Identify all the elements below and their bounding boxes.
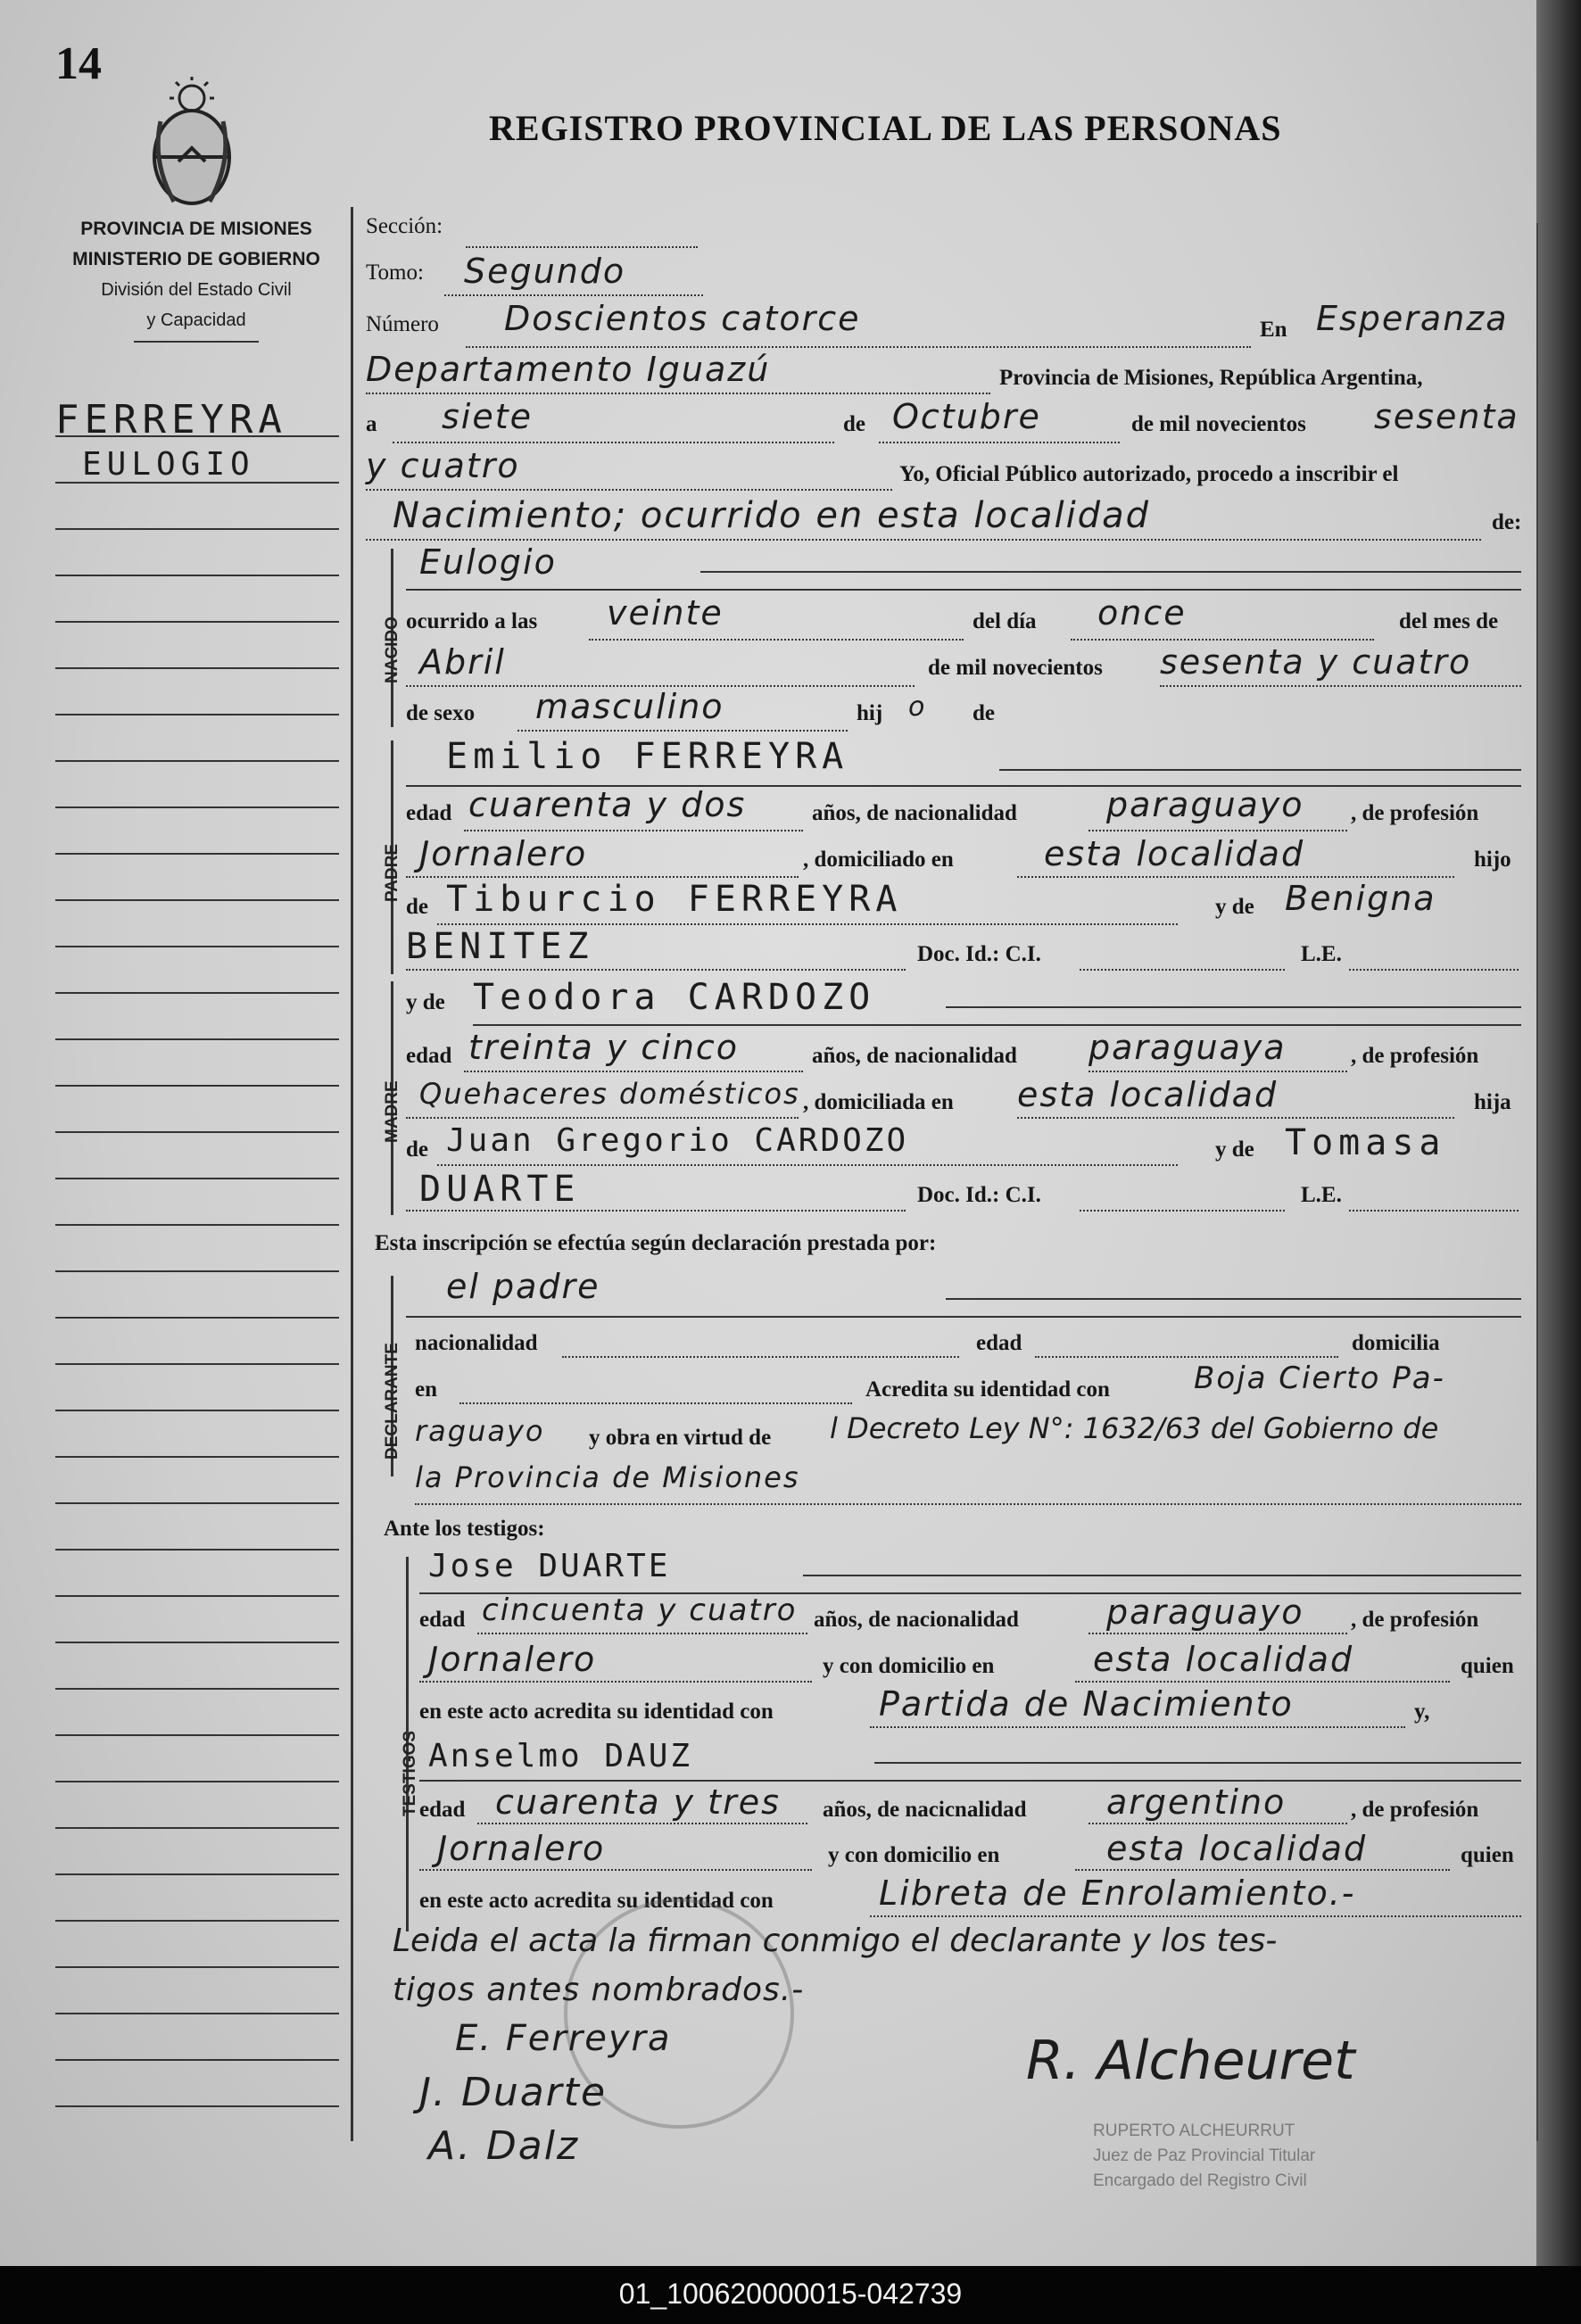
padre-profesion-line xyxy=(406,876,799,878)
testigo1-acredita-label: en este acto acredita su identidad con xyxy=(419,1700,774,1724)
madre-profesion-line xyxy=(406,1117,799,1119)
madre-edad-line xyxy=(464,1071,803,1072)
province-name: PROVINCIA DE MISIONES xyxy=(80,219,312,239)
padre-doc-label: Doc. Id.: C.I. xyxy=(917,942,1041,966)
madre-hija-label: hija xyxy=(1474,1090,1511,1114)
stamp-role: Encargado del Registro Civil xyxy=(1093,2171,1307,2190)
madre-nacionalidad-line xyxy=(1088,1071,1347,1072)
nacido-anio-value: sesenta y cuatro xyxy=(1160,642,1472,682)
madre-domicilio-line xyxy=(1017,1117,1454,1119)
abuelo-paterno-value: Tiburcio FERREYRA xyxy=(446,879,903,920)
anio-value: sesenta xyxy=(1374,397,1519,436)
margin-rule-line xyxy=(55,760,339,762)
abuela-paterna-value: Benigna xyxy=(1285,879,1436,918)
agency-block xyxy=(45,214,348,343)
padre-nacionalidad-value: paraguayo xyxy=(1106,785,1304,824)
margin-rule-line xyxy=(55,1270,339,1272)
declaracion-intro: Esta inscripción se efectúa según declaración prestada por: xyxy=(375,1231,937,1255)
margin-divider xyxy=(351,207,353,2141)
declarante-side-label: DECLARANTE xyxy=(383,1343,401,1460)
madre-domicilio-value: esta localidad xyxy=(1017,1075,1279,1114)
madre-edad-value: treinta y cinco xyxy=(468,1028,740,1067)
ministry-name: MINISTERIO DE GOBIERNO xyxy=(72,249,320,269)
declarante-acredita-value-cont: raguayo xyxy=(415,1414,545,1448)
padre-y-de-label: y de xyxy=(1215,895,1254,919)
padre-edad-value: cuarenta y dos xyxy=(468,785,747,824)
mes-value: Octubre xyxy=(892,397,1041,436)
testigo2-nombre: Anselmo DAUZ xyxy=(428,1738,693,1774)
signature-testigo-1: J. Duarte xyxy=(419,2070,608,2115)
declarante-virtud-value-cont: la Provincia de Misiones xyxy=(415,1460,800,1494)
declarante-acredita-label: Acredita su identidad con xyxy=(865,1377,1110,1402)
testigo1-acredita-value: Partida de Nacimiento xyxy=(879,1684,1294,1724)
anio-value-cont: y cuatro xyxy=(366,446,520,485)
testigo1-edad-line xyxy=(477,1633,807,1634)
tomo-value: Segundo xyxy=(464,252,626,291)
stamp-title: Juez de Paz Provincial Titular xyxy=(1093,2146,1316,2165)
margin-rule-line xyxy=(55,1873,339,1875)
declarante-virtud-line xyxy=(415,1503,1521,1505)
madre-y-de-label: y de xyxy=(406,990,445,1014)
hora-line xyxy=(589,639,964,641)
stamp-name: RUPERTO ALCHEURRUT xyxy=(1093,2121,1295,2140)
madre-profesion-label: , de profesión xyxy=(1351,1044,1479,1068)
mil-label: de mil novecientos xyxy=(1131,412,1306,436)
closing-line-1: Leida el acta la firman conmigo el declarante y los tes- xyxy=(393,1923,1278,1959)
nacido-side-label: NACIDO xyxy=(383,616,401,683)
padre-anios-label: años, de nacionalidad xyxy=(812,801,1017,825)
declarante-en-line xyxy=(459,1402,852,1404)
testigo2-domicilio-value: esta localidad xyxy=(1106,1829,1368,1868)
testigo2-anios-label: años, de nacicnalidad xyxy=(823,1798,1027,1822)
padre-de-label: de xyxy=(406,895,428,919)
page-number: 14 xyxy=(55,38,102,89)
testigo1-domicilio-line xyxy=(1075,1681,1450,1683)
padre-domiciliado-label: , domiciliado en xyxy=(803,848,954,872)
margin-rule-line xyxy=(55,1502,339,1504)
margin-rule-line xyxy=(55,1781,339,1782)
tomo-line xyxy=(444,294,703,296)
a-label: a xyxy=(366,412,377,436)
division-name: División del Estado Civil xyxy=(101,280,292,300)
margin-rule-line xyxy=(55,1920,339,1922)
testigo2-profesion-line xyxy=(419,1869,812,1871)
testigos-y-label: y, xyxy=(1414,1700,1430,1724)
del-dia-label: del día xyxy=(973,609,1037,633)
testigo2-acredita-line xyxy=(870,1915,1521,1917)
testigo1-edad-label: edad xyxy=(419,1608,466,1632)
abuela-paterna-line xyxy=(406,969,906,971)
margin-rule-line xyxy=(55,2059,339,2061)
dia-line xyxy=(393,442,834,443)
padre-hijo-label: hijo xyxy=(1474,848,1511,872)
margin-rule-line xyxy=(55,1734,339,1736)
testigo1-domicilio-label: y con domicilio en xyxy=(823,1654,995,1678)
en-label: En xyxy=(1260,318,1287,342)
hijo-label: hij xyxy=(857,701,883,725)
margin-rule-line xyxy=(55,1224,339,1226)
nacido-dia-value: once xyxy=(1097,593,1187,633)
seccion-label: Sección: xyxy=(366,214,443,238)
right-border xyxy=(1536,223,1538,2141)
testigo2-edad-line xyxy=(477,1823,807,1824)
declarante-en-label: en xyxy=(415,1377,437,1402)
declarante-nombre: el padre xyxy=(446,1267,600,1306)
declarante-nacionalidad-line xyxy=(562,1356,959,1358)
agency-divider xyxy=(134,341,259,343)
document-title: REGISTRO PROVINCIAL DE LAS PERSONAS xyxy=(489,108,1282,148)
nacido-dia-line xyxy=(1071,639,1374,641)
acto-value: Nacimiento; ocurrido en esta localidad xyxy=(393,495,1150,536)
padre-edad-line xyxy=(464,830,803,831)
testigo2-edad-value: cuarenta y tres xyxy=(495,1782,781,1822)
testigo2-quien-label: quien xyxy=(1461,1843,1514,1867)
margin-rule-line xyxy=(55,1363,339,1365)
madre-le-label: L.E. xyxy=(1301,1183,1342,1207)
margin-rule-line xyxy=(55,1178,339,1179)
nacido-nombre-line xyxy=(700,571,1521,573)
sexo-value: masculino xyxy=(535,687,724,726)
padre-side-label: PADRE xyxy=(383,843,401,902)
numero-label: Número xyxy=(366,312,439,336)
madre-y-de2-label: y de xyxy=(1215,1137,1254,1162)
signature-testigo-2: A. Dalz xyxy=(428,2123,580,2169)
margin-rule-line xyxy=(55,1410,339,1411)
de-colon-label: de: xyxy=(1492,510,1522,534)
testigo2-domicilio-label: y con domicilio en xyxy=(828,1843,1000,1867)
padre-profesion-label: , de profesión xyxy=(1351,801,1479,825)
nacido-de-label: de xyxy=(973,701,995,725)
madre-profesion-value: Quehaceres domésticos xyxy=(419,1077,800,1111)
padre-profesion-value: Jornalero xyxy=(419,834,588,873)
madre-anios-label: años, de nacionalidad xyxy=(812,1044,1017,1068)
testigo1-nombre-line xyxy=(803,1575,1521,1576)
margin-rule-line xyxy=(55,575,339,576)
testigo2-profesion-value: Jornalero xyxy=(437,1829,606,1868)
nacido-nombre-line2 xyxy=(406,589,1521,591)
abuela-materna-value-cont: DUARTE xyxy=(419,1169,581,1210)
testigo2-edad-label: edad xyxy=(419,1798,466,1822)
padre-edad-label: edad xyxy=(406,801,452,825)
numero-line xyxy=(466,346,1251,348)
testigo1-nacionalidad-line xyxy=(1088,1633,1347,1634)
madre-nacionalidad-value: paraguaya xyxy=(1088,1028,1287,1067)
margin-rule-line xyxy=(55,2105,339,2107)
padre-nombre-line xyxy=(999,769,1521,771)
book-spine xyxy=(1536,0,1581,2266)
abuela-materna-value: Tomasa xyxy=(1285,1122,1446,1163)
mes-line xyxy=(879,442,1120,443)
testigo1-nombre: Jose DUARTE xyxy=(428,1548,671,1584)
margin-rule-line xyxy=(55,946,339,947)
ocurrido-label: ocurrido a las xyxy=(406,609,538,633)
testigo1-domicilio-value: esta localidad xyxy=(1093,1640,1354,1679)
margin-rule-line xyxy=(55,2013,339,2014)
margin-surname: FERREYRA xyxy=(55,397,287,442)
margin-rule-line xyxy=(55,1549,339,1551)
abuelo-paterno-line xyxy=(437,923,1178,925)
padre-nombre: Emilio FERREYRA xyxy=(446,736,849,777)
padre-domicilio-line xyxy=(1017,876,1454,878)
margin-rule-line xyxy=(55,482,339,484)
signature-official: R. Alcheuret xyxy=(1026,2030,1355,2092)
testigo2-nacionalidad-line xyxy=(1088,1823,1347,1824)
madre-domiciliada-label: , domiciliada en xyxy=(803,1090,954,1114)
margin-rule-line xyxy=(55,992,339,994)
localidad-value: Esperanza xyxy=(1316,299,1509,338)
declarante-domicilia-label: domicilia xyxy=(1352,1331,1440,1355)
declarante-virtud-value: l Decreto Ley N°: 1632/63 del Gobierno de xyxy=(830,1411,1439,1445)
signature-declarante: E. Ferreyra xyxy=(455,2018,672,2059)
madre-de-label: de xyxy=(406,1137,428,1162)
padre-le-label: L.E. xyxy=(1301,942,1342,966)
abuela-paterna-value-cont: BENITEZ xyxy=(406,926,594,967)
scan-id-footer: 01_100620000015-042739 xyxy=(0,2266,1581,2324)
provincia-text: Provincia de Misiones, República Argentina, xyxy=(999,366,1423,390)
declarante-edad-label: edad xyxy=(976,1331,1022,1355)
testigo1-quien-label: quien xyxy=(1461,1654,1514,1678)
de-label: de xyxy=(843,412,865,436)
madre-edad-label: edad xyxy=(406,1044,452,1068)
declarante-nombre-line xyxy=(946,1298,1521,1300)
del-mes-label: del mes de xyxy=(1399,609,1499,633)
dia-value: siete xyxy=(442,397,534,436)
padre-doc-line xyxy=(1080,969,1285,971)
testigo1-profesion-value: Jornalero xyxy=(428,1640,597,1679)
madre-nombre-line xyxy=(946,1006,1521,1008)
abuela-materna-line xyxy=(406,1210,906,1212)
official-text: Yo, Oficial Público autorizado, procedo a inscribir el xyxy=(899,462,1399,486)
departamento-line xyxy=(366,393,990,394)
testigo2-acredita-value: Libreta de Enrolamiento.- xyxy=(879,1873,1356,1913)
margin-rule-line xyxy=(55,1317,339,1319)
coat-of-arms-icon xyxy=(143,77,241,211)
margin-rule-line xyxy=(55,899,339,901)
declarante-nombre-line2 xyxy=(406,1316,1521,1318)
testigo1-nacionalidad-value: paraguayo xyxy=(1106,1592,1304,1632)
padre-nacionalidad-line xyxy=(1088,830,1347,831)
declarante-virtud-label: y obra en virtud de xyxy=(589,1426,772,1450)
margin-rule-line xyxy=(55,667,339,669)
declarante-edad-line xyxy=(1035,1356,1338,1358)
margin-rule-line xyxy=(55,621,339,623)
nacido-mil-label: de mil novecientos xyxy=(928,656,1103,680)
closing-line-2: tigos antes nombrados.- xyxy=(393,1972,805,2008)
padre-le-line xyxy=(1349,969,1519,971)
nacido-mes-value: Abril xyxy=(419,642,506,682)
testigo1-edad-value: cincuenta y cuatro xyxy=(482,1592,798,1628)
margin-rule-line xyxy=(55,1827,339,1829)
testigo1-profesion-label: , de profesión xyxy=(1351,1608,1479,1632)
declarante-acredita-value: Boja Cierto Pa- xyxy=(1194,1360,1445,1396)
margin-rule-line xyxy=(55,1642,339,1643)
testigo2-profesion-label: , de profesión xyxy=(1351,1798,1479,1822)
margin-rule-line xyxy=(55,435,339,437)
madre-nombre: Teodora CARDOZO xyxy=(473,977,876,1018)
margin-rule-line xyxy=(55,1085,339,1087)
margin-rule-line xyxy=(55,528,339,530)
margin-rule-line xyxy=(55,853,339,855)
sexo-line xyxy=(517,730,848,732)
seccion-line xyxy=(466,246,698,248)
official-stamp xyxy=(1093,2119,1315,2194)
departamento-value: Departamento Iguazú xyxy=(366,350,771,389)
padre-domicilio-value: esta localidad xyxy=(1044,834,1305,873)
acto-line xyxy=(366,539,1481,541)
margin-rule-line xyxy=(55,1966,339,1968)
abuelo-materno-value: Juan Gregorio CARDOZO xyxy=(446,1122,909,1159)
testigo2-nombre-line2 xyxy=(419,1780,1521,1782)
testigo2-domicilio-line xyxy=(1075,1869,1450,1871)
nacido-nombre: Eulogio xyxy=(419,542,557,582)
declarante-nacionalidad-label: nacionalidad xyxy=(415,1331,538,1355)
testigo1-acredita-line xyxy=(870,1726,1405,1728)
division-name-cont: y Capacidad xyxy=(146,310,246,330)
madre-le-line xyxy=(1349,1210,1519,1212)
madre-doc-line xyxy=(1080,1210,1285,1212)
anio-line xyxy=(366,489,892,491)
margin-rule-line xyxy=(55,806,339,808)
nacido-anio-line xyxy=(1160,685,1521,687)
margin-rule-line xyxy=(55,714,339,715)
madre-nombre-line2 xyxy=(473,1024,1521,1026)
abuelo-materno-line xyxy=(437,1164,1178,1166)
madre-side-label: MADRE xyxy=(383,1080,401,1143)
testigo2-acredita-label: en este acto acredita su identidad con xyxy=(419,1889,774,1913)
margin-given-name: EULOGIO xyxy=(82,446,255,483)
tomo-label: Tomo: xyxy=(366,261,424,285)
testigos-side-label: TESTIGOS xyxy=(401,1730,419,1816)
testigo1-profesion-line xyxy=(419,1681,812,1683)
margin-rule-line xyxy=(55,1038,339,1040)
testigo2-nacionalidad-value: argentino xyxy=(1106,1782,1287,1822)
madre-doc-label: Doc. Id.: C.I. xyxy=(917,1183,1041,1207)
testigos-intro: Ante los testigos: xyxy=(384,1517,545,1541)
sexo-label: de sexo xyxy=(406,701,476,725)
margin-rule-line xyxy=(55,1595,339,1597)
numero-value: Doscientos catorce xyxy=(504,299,861,338)
margin-rule-line xyxy=(55,1131,339,1133)
hora-value: veinte xyxy=(607,593,724,633)
testigo2-nombre-line xyxy=(874,1762,1521,1764)
margin-rule-line xyxy=(55,1688,339,1690)
hijo-value: o xyxy=(908,691,927,723)
testigo1-anios-label: años, de nacionalidad xyxy=(814,1608,1019,1632)
margin-rule-line xyxy=(55,1456,339,1458)
